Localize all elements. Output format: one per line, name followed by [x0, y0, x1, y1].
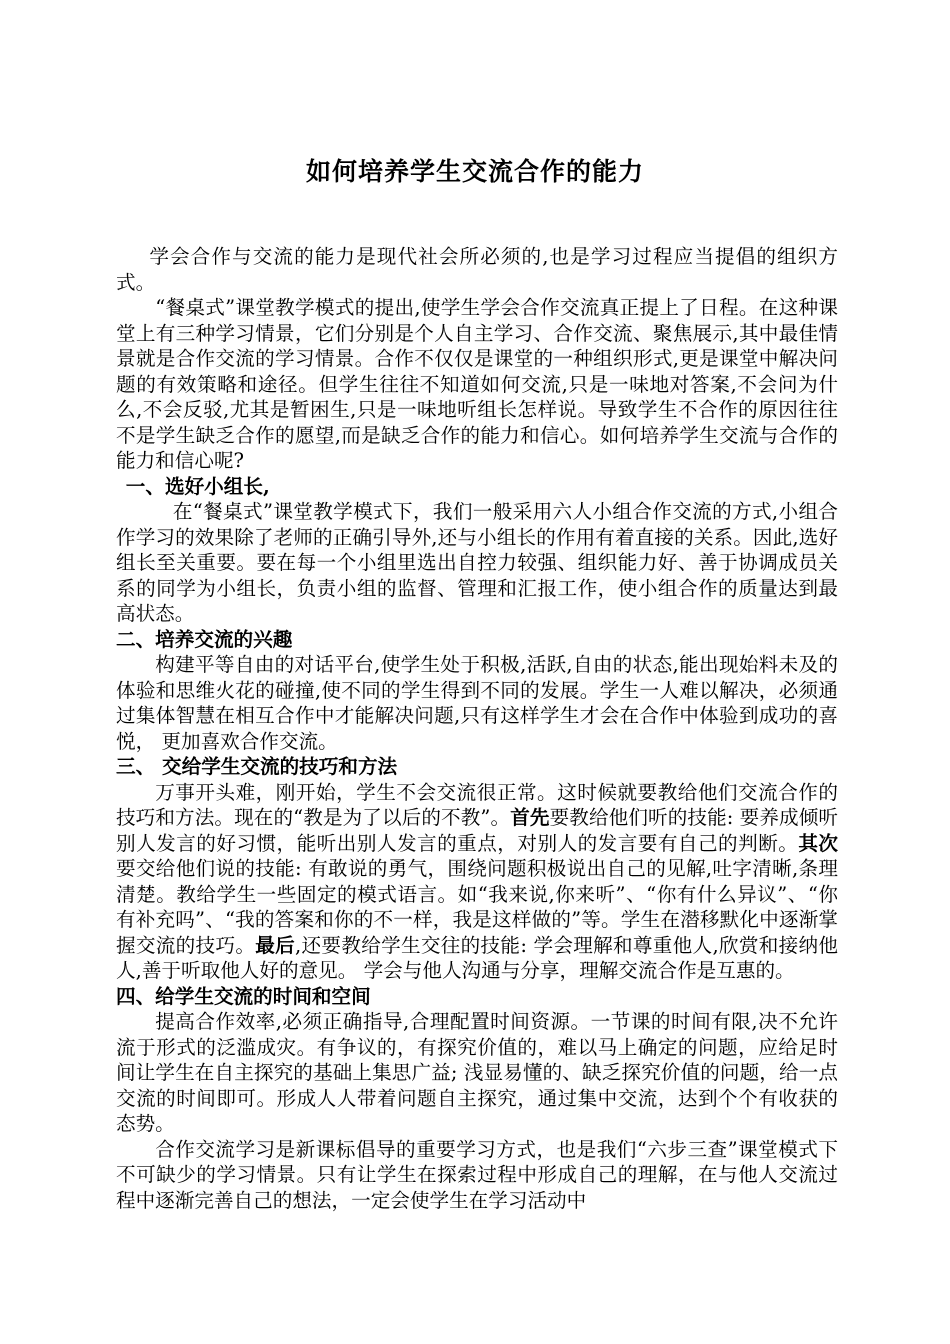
- section-3-first-word: 首先: [510, 806, 550, 829]
- section-4-paragraph-2: 合作交流学习是新课标倡导的重要学习方式，也是我们“六步三查”课堂模式下不可缺少的学习情景。只有让学生在探索过程中形成自己的理解，在与他人交流过程中逐渐完善自己的想法，一定会使学生在学习活动中: [116, 1137, 838, 1212]
- section-2-heading: 二、培养交流的兴趣: [116, 627, 293, 651]
- intro-paragraph-2: “餐桌式”课堂教学模式的提出,使学生学会合作交流真正提上了日程。在这种课堂上有三种学习情景，它们分别是个人自主学习、合作交流、聚焦展示,其中最佳情景就是合作交流的学习情景。合作不仅仅是课堂的一种组织形式,更是课堂中解决问题的有效策略和途径。但学生往往不知道如何交流,只是一味地对答案,不会问为什么,不会反驳,尤其是暂困生,只是一味地听组长怎样说。导致学生不合作的原因往往不是学生缺乏合作的愿望,而是缺乏合作的能力和信心。如何培养学生交流与合作的能力和信心呢?: [116, 296, 838, 472]
- section-3-text-c: 要交给他们说的技能: 有敢说的勇气，围绕问题积极说出自己的见解,吐字清晰,条理清楚。教给学生一些固定的模式语言。如“我来说,你来听”、“你有什么异议”、“你有补充吗”、“我的答案和你的不一样，我是这样做的”等。学生在潜移默化中逐渐掌握交流的技巧。: [116, 857, 838, 957]
- section-3-text-d: ,还要教给学生交往的技能: 学会理解和尊重他人,欣赏和接纳他人,善于听取他人好的意见。 学会与他人沟通与分享，理解交流合作是互惠的。: [116, 933, 839, 982]
- section-3-text-a: 万事开头难，刚开始，学生不会交流很正常。这时候就要教给他们交流合作的技巧和方法。现在的“教是为了以后的不教”。: [116, 780, 838, 829]
- document-title: 如何培养学生交流合作的能力: [305, 157, 644, 186]
- section-3-paragraph: [116, 780, 838, 984]
- section-1-heading: 一、选好小组长,: [125, 474, 270, 498]
- section-3-last-word: 最后: [255, 933, 296, 957]
- section-1-paragraph: 在“餐桌式”课堂教学模式下，我们一般采用六人小组合作交流的方式,小组合作学习的效果除了老师的正确引导外,还与小组长的作用有着直接的关系。因此,选好组长至关重要。要在每一个小组里选出自控力较强、组织能力好、善于协调成员关系的同学为小组长，负责小组的监督、管理和汇报工作，使小组合作的质量达到最高状态。: [116, 500, 838, 625]
- document-body: [116, 244, 838, 1213]
- section-3-second-word: 其次: [798, 831, 839, 855]
- section-3-text-b: 要教给他们听的技能: 要养成倾听别人发言的好习惯，能听出别人发言的重点，对别人的发言要有自己的判断。: [116, 806, 838, 855]
- section-3-heading: 三、 交给学生交流的技巧和方法: [116, 755, 398, 778]
- intro-paragraph-1: 学会合作与交流的能力是现代社会所必须的,也是学习过程应当提倡的组织方式。: [116, 245, 838, 294]
- section-2-paragraph: 构建平等自由的对话平台,使学生处于积极,活跃,自由的状态,能出现始料未及的体验和思维火花的碰撞,使不同的学生得到不同的发展。学生一人难以解决，必须通过集体智慧在相互合作中才能解决问题,只有这样学生才会在合作中体验到成功的喜悦， 更加喜欢合作交流。: [116, 653, 838, 753]
- section-4-paragraph-1: 提高合作效率,必须正确指导,合理配置时间资源。一节课的时间有限,决不允许流于形式的泛滥成灾。有争议的，有探究价值的，难以马上确定的问题，应给足时间让学生在自主探究的基础上集思广益; 浅显易懂的、缺乏探究价值的问题，给一点交流的时间即可。形成人人带着问题自主探究，通过集中交流，达到个个有收获的态势。: [116, 1010, 838, 1135]
- section-4-heading: 四、给学生交流的时间和空间: [116, 984, 371, 1008]
